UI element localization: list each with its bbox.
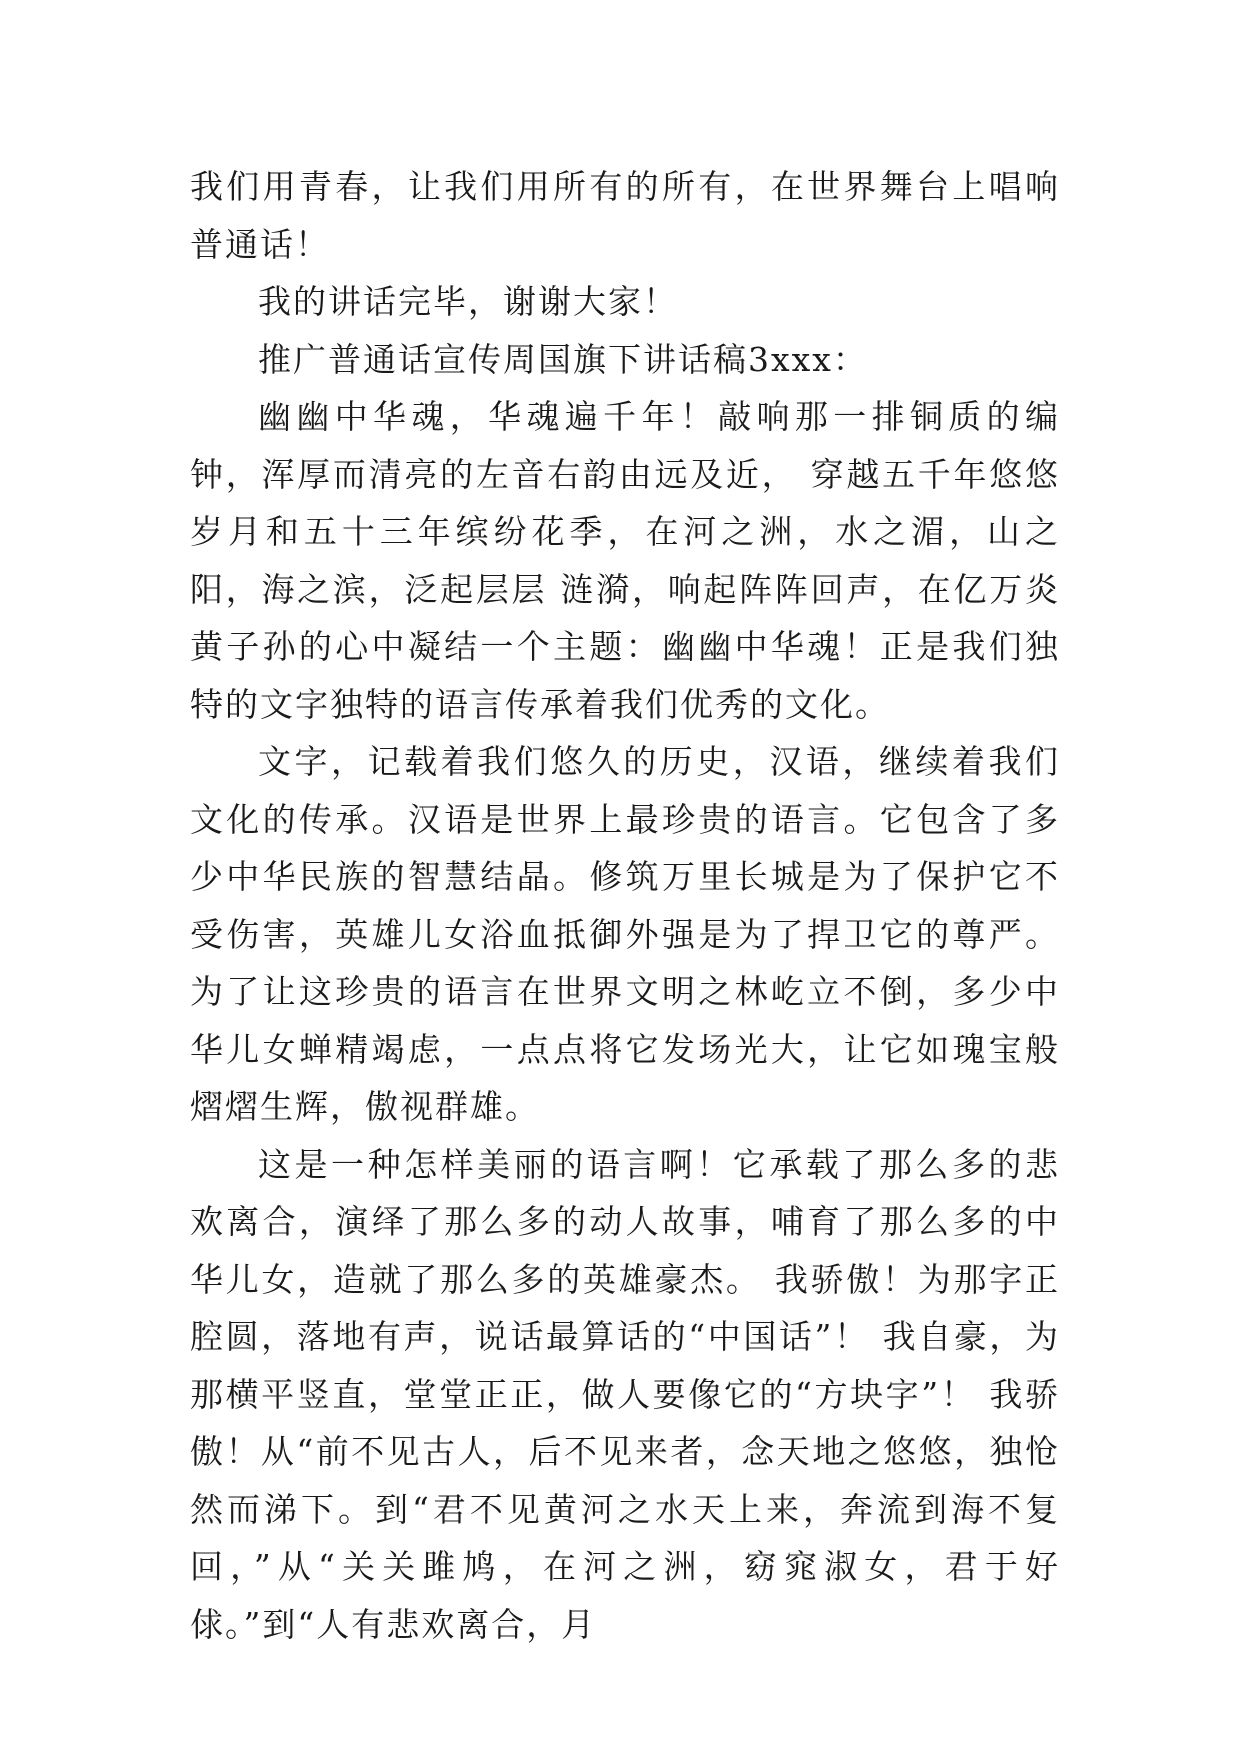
paragraph-6: 这是一种怎样美丽的语言啊！它承载了那么多的悲欢离合，演绎了那么多的动人故事，哺育了那么多的中华儿女，造就了那么多的英雄豪杰。 我骄傲！为那字正腔圆，落地有声，说话最算话的“中国话”！ 我自豪，为那横平竖直，堂堂正正，做人要像它的“方块字”！ 我骄傲！从“前不见古人，后不见来者，念天地之悠悠，独怆然而涕下。到“君不见黄河之水天上来，奔流到海不复回，”从“关关雎鸠，在河之洲，窈窕淑女，君于好俅。”到“人有悲欢离合，月 [190,1144,1060,1644]
paragraph-1: 我们用青春，让我们用所有的所有，在世界舞台上唱响普通话！ [190,167,1060,264]
paragraph-2: 我的讲话完毕，谢谢大家！ [258,282,678,321]
paragraph-4: 幽幽中华魂，华魂遍千年！敲响那一排铜质的编钟，浑厚而清亮的左音右韵由远及近， 穿越五千年悠悠岁月和五十三年缤纷花季，在河之洲，水之湄，山之阳，海之滨，泛起层层 涟漪，响起阵阵回声，在亿万炎黄子孙的心中凝结一个主题：幽幽中华魂！正是我们独特的文字独特的语言传承着我们优秀的文化。 [190,397,1060,724]
document-body [190,158,1060,1653]
paragraph-3-heading: 推广普通话宣传周国旗下讲话稿3xxx： [258,339,868,379]
paragraph-5: 文字，记载着我们悠久的历史，汉语，继续着我们文化的传承。汉语是世界上最珍贵的语言。它包含了多少中华民族的智慧结晶。修筑万里长城是为了保护它不受伤害，英雄儿女浴血抵御外强是为了捍卫它的尊严。为了让这珍贵的语言在世界文明之林屹立不倒，多少中华儿女蝉精竭虑，一点点将它发场光大，让它如瑰宝般熠熠生辉，傲视群雄。 [190,742,1060,1126]
